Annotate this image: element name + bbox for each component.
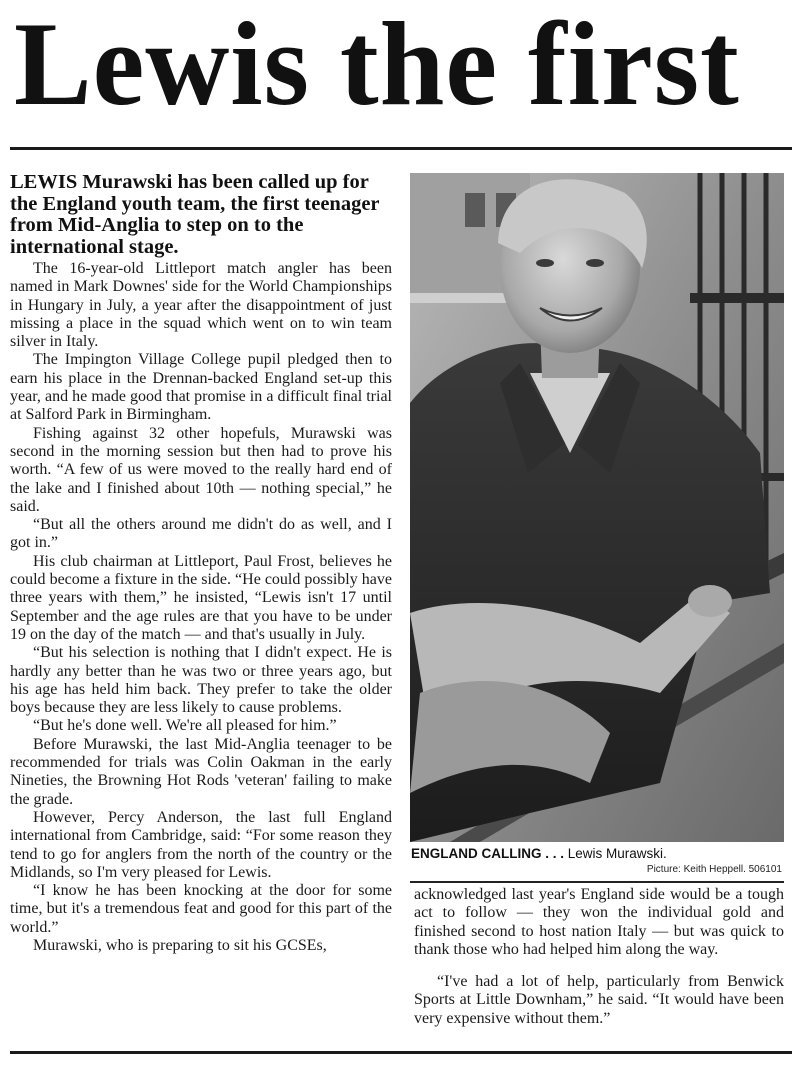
- body-paragraph: acknowledged last year's England side would be a tough act to follow — they won the individual gold and finished second to host nation Italy — but was quick to thank those who had helped him along the way.: [414, 886, 784, 958]
- body-paragraph: The 16-year-old Littleport match angler has been named in Mark Downes' side for the World Championships in Hungary in July, a year after the disappointment of just missing a place in the squad which went on to win team silver in Italy.: [10, 260, 392, 351]
- caption-head: ENGLAND CALLING . . .: [411, 846, 564, 861]
- bottom-rule: [10, 1051, 792, 1054]
- body-paragraph: His club chairman at Littleport, Paul Frost, believes he could become a fixture in the side. “He could possibly have three years with them,” he insisted, “Lewis isn't 17 until September and the age rules are that you have to be under 19 on the day of the match — and that's usually in July.: [10, 552, 392, 643]
- photo-credit: Picture: Keith Heppell. 506101: [646, 864, 782, 875]
- right-column: [414, 886, 784, 1028]
- portrait-photo: [410, 173, 784, 842]
- standfirst: LEWIS Murawski has been called up for the England youth team, the first teenager from Mid-Anglia to step on to the international stage.: [10, 171, 380, 258]
- body-paragraph: “But he's done well. We're all pleased for him.”: [33, 717, 337, 735]
- body-paragraph: “But all the others around me didn't do as well, and I got in.”: [10, 516, 392, 552]
- body-paragraph: However, Percy Anderson, the last full England international from Cambridge, said: “For some reason they tend to go for anglers from the north of the country or the Midlands, so I'm very pleased for Lewis.: [10, 808, 392, 881]
- caption-rule: [410, 881, 784, 883]
- body-paragraph: “But his selection is nothing that I didn't expect. He is hardly any better than he was two or three years ago, but his age has held him back. They prefer to take the older boys because they are less likely to cause problems.: [10, 644, 392, 717]
- top-rule: [10, 147, 792, 150]
- left-column: [10, 172, 392, 955]
- caption-text: Lewis Murawski.: [567, 846, 667, 861]
- headline: Lewis the first: [14, 0, 740, 130]
- body-paragraph: “I know he has been knocking at the door for some time, but it's a tremendous feat and good for this part of the world.”: [10, 882, 392, 936]
- body-paragraph: The Impington Village College pupil pledged then to earn his place in the Drennan-backed England set-up this year, and he made good that promise in a difficult final trial at Salford Park in Birmingham.: [10, 351, 392, 424]
- body-paragraph: Fishing against 32 other hopefuls, Murawski was second in the morning session but then had to prove his worth. “A few of us were moved to the really hard end of the lake and I finished about 10th — nothing special,” he said.: [10, 424, 392, 515]
- body-paragraph: Murawski, who is preparing to sit his GCSEs,: [33, 936, 327, 954]
- photo-caption: [410, 845, 784, 862]
- body-paragraph: Before Murawski, the last Mid-Anglia teenager to be recommended for trials was Colin Oakman in the early Nineties, the Browning Hot Rods 'veteran' failing to make the grade.: [10, 735, 392, 808]
- body-paragraph: “I've had a lot of help, particularly from Benwick Sports at Little Downham,” he said. “It would have been very expensive without them.”: [414, 973, 784, 1027]
